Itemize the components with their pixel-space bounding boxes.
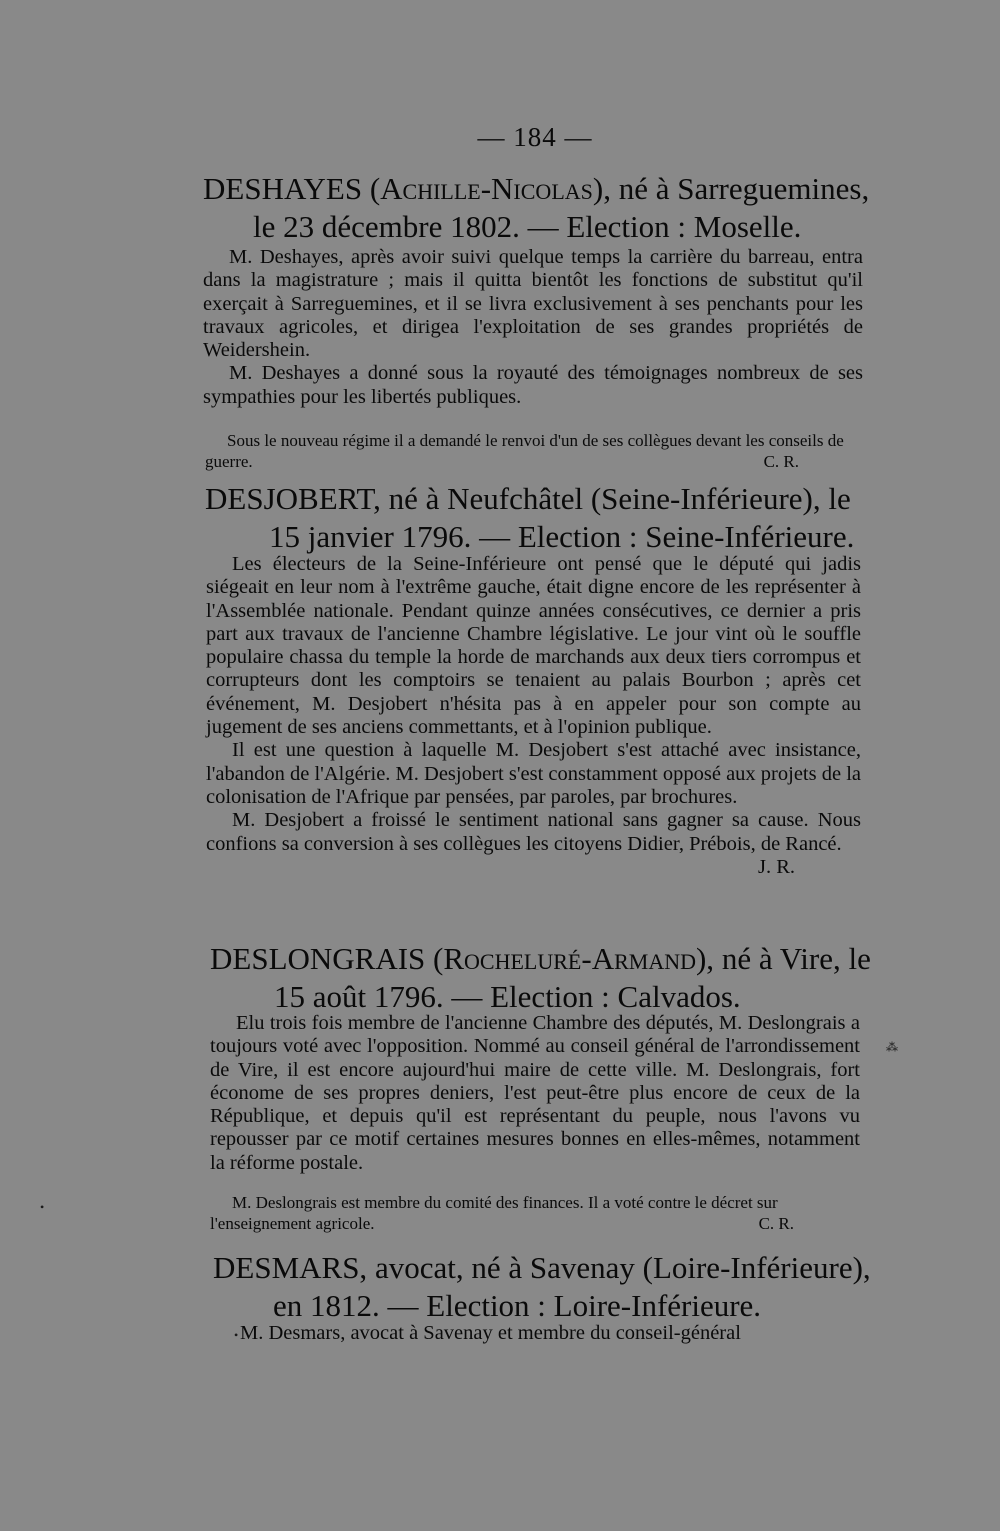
entry-note-deslongrais [210, 1192, 860, 1234]
scan-speck: ⁂ [886, 1040, 898, 1054]
paragraph: M. Desjobert a froissé le sentiment national sans gagner sa cause. Nous confions sa conversion à ses collègues les citoyens Didier, Prébois, de Rancé. [206, 809, 861, 855]
entry-birth: né à Vire, le [721, 941, 871, 976]
entry-election: en 1812. — Election : Loire-Inférieure. [273, 1288, 762, 1323]
note-text: Sous le nouveau régime il a demandé le renvoi d'un de ses collègues devant les conseils de guerre. [205, 431, 844, 471]
scan-speck: • [40, 1200, 45, 1214]
entry-body-deshayes [203, 246, 863, 409]
note-text: M. Deslongrais est membre du comité des finances. Il a voté contre le décret sur l'enseignement agricole. [210, 1193, 778, 1233]
author-initials: C. R. [763, 452, 799, 471]
paragraph: M. Deshayes, après avoir suivi quelque temps la carrière du barreau, entra dans la magistrature ; mais il quitta bientôt les fonctions de substitut qu'il exerçait à Sarreguemines, et il se livra exclusivement à ses penchants pour les travaux agricoles, et dirigea l'exploitation de ses grandes propriétés de Weidershein. [203, 246, 863, 362]
entry-body-deslongrais [210, 1012, 860, 1175]
paragraph: M. Deshayes a donné sous la royauté des témoignages nombreux de ses sympathies pour les libertés publiques. [203, 362, 863, 408]
entry-birth: né à Sarreguemines, [618, 171, 870, 206]
entry-heading-deshayes [203, 170, 869, 246]
entry-name: DESMARS, [213, 1250, 368, 1285]
entry-election: 15 janvier 1796. — Election : Seine-Inférieure. [269, 519, 855, 554]
entry-heading-desmars [213, 1249, 871, 1325]
paragraph: Les électeurs de la Seine-Inférieure ont pensé que le député qui jadis siégeait en leur nom à l'extrême gauche, était digne encore de les représenter à l'Assemblée nationale. Pendant quinze années consécutives, ce dernier a pris part aux travaux de l'ancienne Chambre législative. Le jour vint où le souffle populaire chassa du temple la horde de marchands aux deux tiers corrompus et corrupteurs dont les comptoirs se tenaient au palais Bourbon ; après cet événement, M. Desjobert n'hésita pas à en appeler pour son compte au jugement de ses anciens commettants, et à l'opinion publique. [206, 553, 861, 739]
entry-election: le 23 décembre 1802. — Election : Moselle. [253, 209, 802, 244]
author-initials: J. R. [757, 855, 795, 878]
entry-heading-deslongrais [210, 940, 871, 1016]
entry-election: 15 août 1796. — Election : Calvados. [274, 979, 741, 1014]
entry-name: DESHAYES [203, 171, 363, 206]
paragraph: Elu trois fois membre de l'ancienne Chambre des députés, M. Deslongrais a toujours voté avec l'opposition. Nommé au conseil général de l'arrondissement de Vire, il est encore aujourd'hui maire de cette ville. M. Deslongrais, fort économe de ses propres deniers, l'est peut-être plus encore de ceux de la République, et depuis qu'il est représentant du peuple, nous l'avons vu repousser par ce motif certaines mesures bonnes en elles-mêmes, notamment la réforme postale. [210, 1012, 860, 1174]
entry-birth: né à Neufchâtel (Seine-Inférieure), le [388, 481, 851, 516]
author-initials: C. R. [758, 1214, 794, 1233]
entry-given-names: (Achille-Nicolas), [369, 171, 611, 206]
entry-given-names: (Rocheluré-Armand), [433, 941, 715, 976]
entry-name: DESJOBERT, [205, 481, 381, 516]
scan-speck: • [234, 1328, 239, 1342]
entry-body-desmars [214, 1322, 864, 1345]
entry-birth: avocat, né à Savenay (Loire-Inférieure), [374, 1250, 871, 1285]
paragraph: M. Desmars, avocat à Savenay et membre du conseil-général [240, 1322, 741, 1344]
entry-name: DESLONGRAIS [210, 941, 426, 976]
entry-body-desjobert [206, 553, 861, 879]
paragraph: Il est une question à laquelle M. Desjobert s'est attaché avec insistance, l'abandon de l'Algérie. M. Desjobert s'est constamment opposé aux projets de la colonisation de l'Afrique par pensées, par paroles, par brochures. [206, 739, 861, 808]
entry-heading-desjobert [205, 480, 854, 556]
entry-note-deshayes [205, 430, 865, 472]
page-number: — 184 — [477, 122, 593, 152]
